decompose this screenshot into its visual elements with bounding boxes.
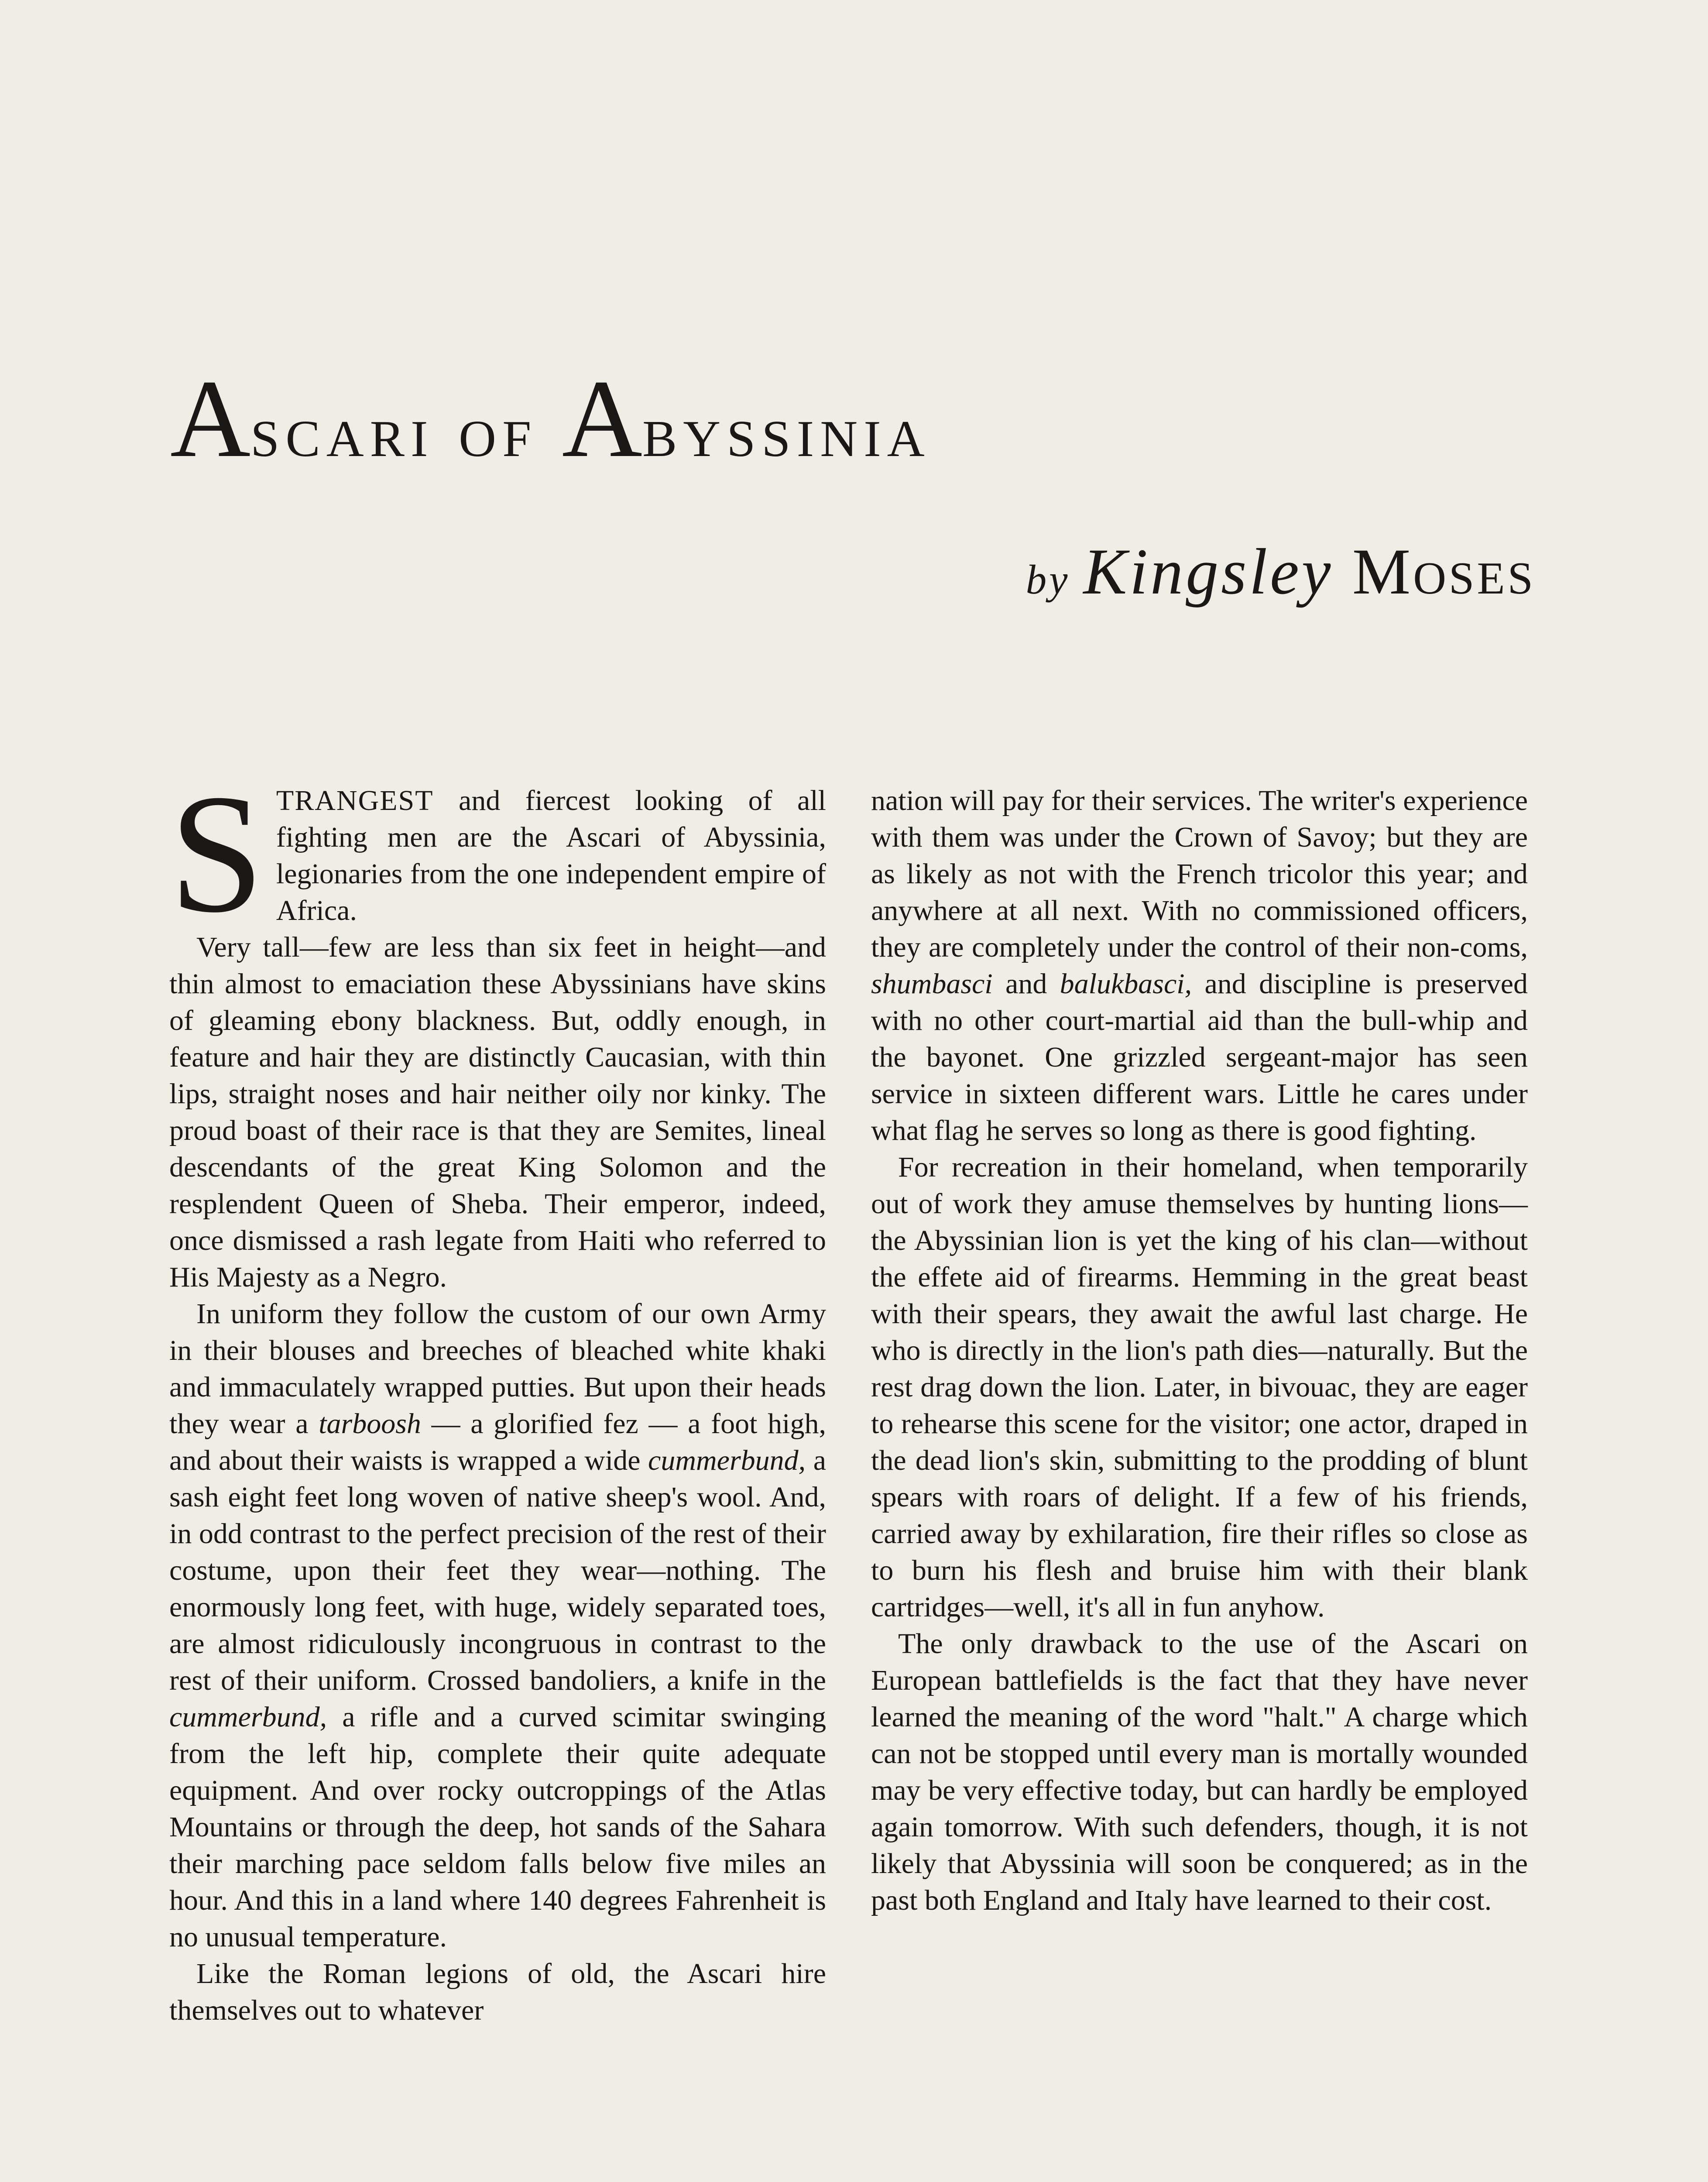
paragraph-recreation: For recreation in their homeland, when temporarily out of work they amuse themselves by hunting lions—the Abyssinian lion is yet the king of his clan—without the effete aid of firearms. Hemming in the great beast with their spears, they await the awful last charge. He who is directly in the lion's path dies—naturally. But the rest drag down the lion. Later, in bivouac, they are eager to rehearse this scene for the visitor; one actor, draped in the dead lion's skin, submitting to the prodding of blunt spears with roars of delight. If a few of his friends, carried away by exhilaration, fire their rifles so close as to burn his flesh and bruise him with their blank cartridges—well, it's all in fun anyhow. bbox=[871, 1151, 1528, 1623]
paragraph-drawback: The only drawback to the use of the Ascari on European battlefields is the fact that they have never learned the meaning of the word "halt." A charge which can not be stopped until every man is mortally wounded may be very effective today, but can hardly be employed again tomorrow. With such defenders, though, it is not likely that Abyssinia will soon be conquered; as in the past both England and Italy have learned to their cost. bbox=[871, 1628, 1528, 1916]
paragraph-service bbox=[871, 782, 1528, 1149]
uniform-text-1: In uniform they follow the custom of our own Army in their blouses and breeches of bleached white khaki and immaculately wrapped putties. But upon their heads they wear a bbox=[169, 1298, 826, 1440]
title-word-ascari: scari bbox=[250, 390, 434, 472]
term-shumbasci: shumbasci bbox=[871, 968, 993, 1000]
title-word-of: of bbox=[434, 390, 562, 472]
author-last-name: Moses bbox=[1352, 535, 1536, 608]
paragraph-opening bbox=[169, 759, 826, 948]
paragraph-appearance: Very tall—few are less than six feet in height—and thin almost to emaciation these Abyssinians have skins of gleaming ebony blackness. But, oddly enough, in feature and hair they are distinctly Caucasian, with thin lips, straight noses and hair neither oily nor kinky. The proud boast of their race is that they are Semites, lineal descendants of the great King Solomon and the resplendent Queen of Sheba. Their emperor, indeed, once dismissed a rash legate from Haiti who referred to His Majesty as a Negro. bbox=[169, 931, 826, 1293]
title-initial-a: A bbox=[170, 357, 251, 480]
term-cummerbund: cummerbund, bbox=[648, 1444, 806, 1476]
byline-by: by bbox=[1025, 556, 1070, 603]
paragraph-uniform bbox=[169, 1296, 826, 1956]
uniform-text-2: — a glorified fez — a foot high, and about their waists is wrapped a wide bbox=[169, 1408, 826, 1476]
title-word-abyssinia: byssinia bbox=[642, 390, 931, 472]
term-tarboosh: tarboosh bbox=[319, 1408, 421, 1440]
article-title bbox=[170, 357, 1567, 488]
uniform-text-4: a rifle and a curved scimitar swinging from the left hip, complete their quite adequate equipment. And over rocky outcroppings of the Atlas Mountains or through the deep, hot sands of the Sahara their marching pace seldom falls below five miles an hour. And this in a land where 140 degrees Fahrenheit is no unusual temperature. bbox=[169, 1701, 826, 1953]
drop-cap: S bbox=[169, 759, 264, 948]
author-byline bbox=[1026, 528, 1536, 623]
title-initial-a-2: A bbox=[562, 357, 642, 480]
term-cummerbund-2: cummerbund, bbox=[169, 1701, 327, 1733]
paragraph-legions: Like the Roman legions of old, the Ascari hire themselves out to whatever bbox=[169, 1958, 826, 2026]
service-text-2: and bbox=[992, 968, 1060, 1000]
author-first-name: Kingsley bbox=[1083, 535, 1334, 608]
service-text-1: nation will pay for their services. The writer's experience with them was under the Crown of Savoy; but they are as likely as not with the French tricolor this year; and anywhere at all next. With no commissioned officers, they are completely under the control of their non-coms, bbox=[871, 785, 1528, 963]
uniform-text-3: a sash eight feet long woven of native sheep's wool. And, in odd contrast to the perfect precision of the rest of their costume, upon their feet they wear—nothing. The enormously long feet, with huge, widely separated toes, are almost ridiculously incongruous in contrast to the rest of their uniform. Crossed bandoliers, a knife in the bbox=[169, 1444, 826, 1696]
opening-word: TRANGEST bbox=[276, 785, 434, 817]
right-column bbox=[871, 782, 1528, 1919]
opening-text: and fiercest looking of all fighting men are the Ascari of Abyssinia, legionaries from the one independent empire of Africa. bbox=[276, 785, 826, 926]
service-text-3: and discipline is preserved with no other court-martial aid than the bull-whip and the bayonet. One grizzled sergeant-major has seen service in sixteen different wars. Little he cares under what flag he serves so long as there is good fighting. bbox=[871, 968, 1528, 1146]
term-balukbasci: balukbasci, bbox=[1060, 968, 1192, 1000]
left-column bbox=[169, 759, 826, 2029]
